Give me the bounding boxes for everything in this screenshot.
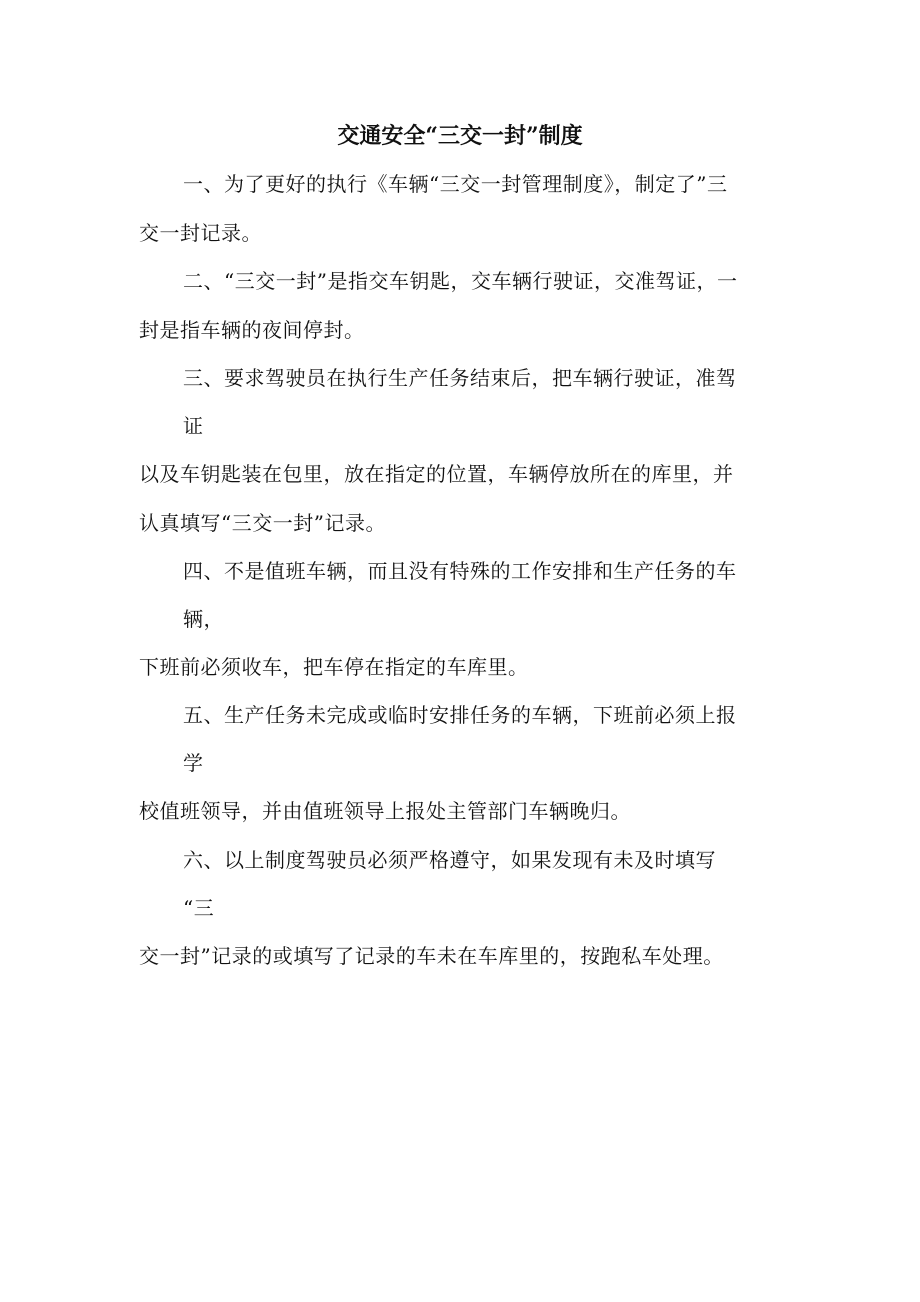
paragraph-line: 认真填写“三交一封”记录。 [139, 511, 386, 535]
paragraph-line: “三 [183, 896, 215, 920]
paragraph-line: 三、要求驾驶员在执行生产任务结束后，把车辆行驶证，准驾 [183, 366, 737, 390]
paragraph-line: 证 [183, 414, 204, 438]
paragraph-line: 交一封”记录的或填写了记录的车未在车库里的，按跑私车处理。 [139, 944, 724, 968]
document-title: 交通安全“三交一封”制度 [337, 123, 583, 149]
paragraph-line: 学 [183, 751, 204, 775]
paragraph-line: 校值班领导，并由值班领导上报处主管部门车辆晚归。 [139, 799, 631, 823]
paragraph-line: 二、“三交一封”是指交车钥匙，交车辆行驶证，交准驾证，一 [183, 269, 738, 293]
paragraph-line: 封是指车辆的夜间停封。 [139, 318, 365, 342]
paragraph-line: 交一封记录。 [139, 221, 262, 245]
paragraph-line: 辆， [183, 607, 224, 631]
paragraph-line: 六、以上制度驾驶员必须严格遵守，如果发现有未及时填写 [183, 848, 716, 872]
paragraph-line: 一、为了更好的执行《车辆“三交一封管理制度》，制定了”三 [183, 172, 728, 196]
paragraph-line: 下班前必须收车，把车停在指定的车库里。 [139, 655, 529, 679]
paragraph-line: 五、生产任务未完成或临时安排任务的车辆，下班前必须上报 [183, 703, 737, 727]
paragraph-line: 四、不是值班车辆，而且没有特殊的工作安排和生产任务的车 [183, 559, 737, 583]
paragraph-line: 以及车钥匙装在包里，放在指定的位置，车辆停放所在的库里，并 [139, 462, 734, 486]
